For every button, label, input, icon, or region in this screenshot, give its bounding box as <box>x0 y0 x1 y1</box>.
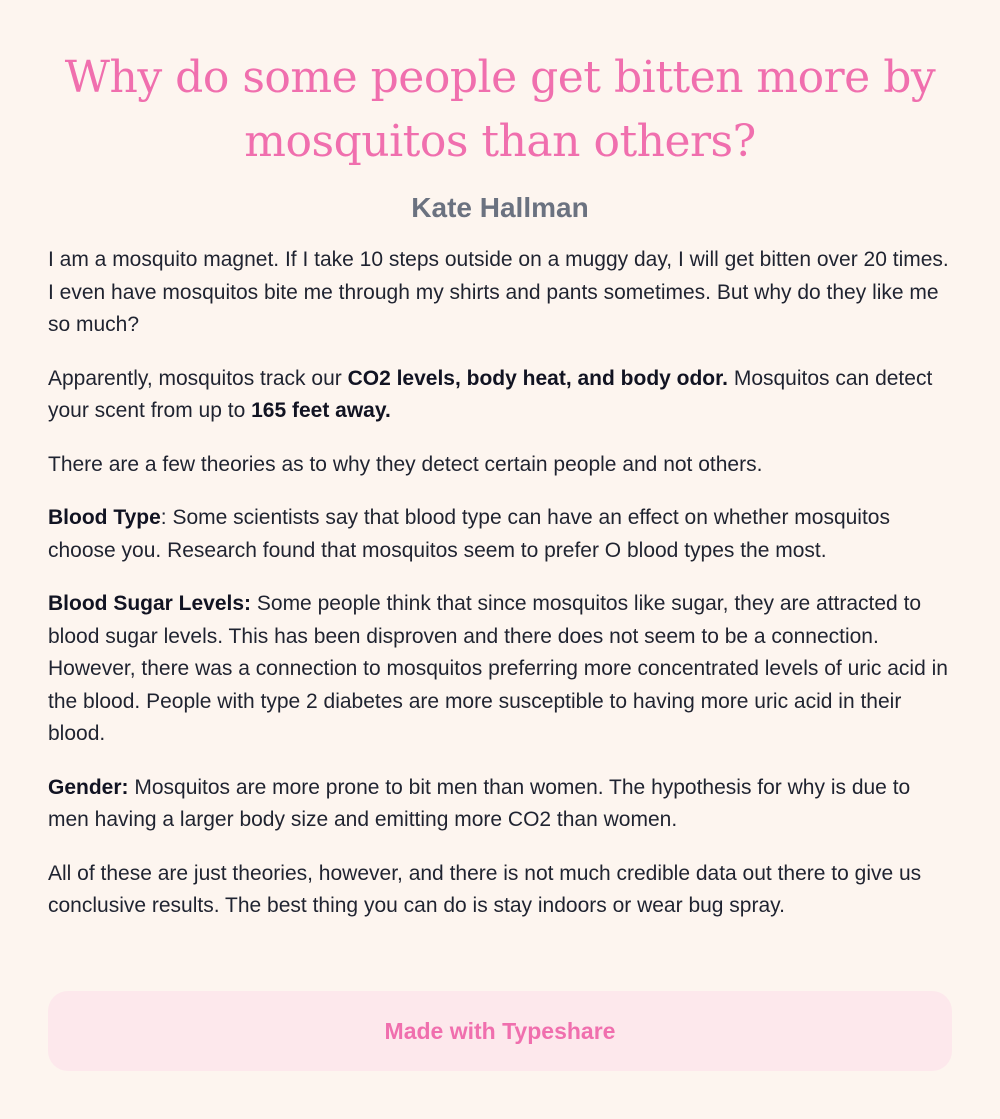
paragraph-blood-type <box>48 502 952 567</box>
article <box>48 46 952 944</box>
author-name: Kate Hallman <box>411 192 589 223</box>
footer-label: Made with Typeshare <box>384 1017 616 1044</box>
tracking-text-pre: Apparently, mosquitos track our <box>48 366 348 390</box>
paragraph-blood-sugar <box>48 588 952 751</box>
article-body <box>48 244 952 923</box>
blood-sugar-label: Blood Sugar Levels: <box>48 592 252 615</box>
tracking-text-mid: Mosquitos can detect your scent from up to <box>48 366 933 422</box>
paragraph-gender <box>48 772 952 837</box>
article-title: Why do some people get bitten more by mosquitos than others? <box>64 52 936 167</box>
tracking-bold-factors: CO2 levels, body heat, and body odor. <box>347 366 728 390</box>
gender-text: Mosquitos are more prone to bit men than women. The hypothesis for why is due to men having a larger body size and emitting more CO2 than women. <box>48 775 911 831</box>
paragraph-tracking <box>48 363 952 428</box>
blood-type-label: Blood Type <box>48 506 161 529</box>
tracking-bold-distance: 165 feet away. <box>251 399 391 422</box>
blood-sugar-text: Some people think that since mosquitos like sugar, they are attracted to blood sugar levels. This has been disproven and there does not seem to be a connection. However, there was a connection to mosquitos preferring more concentrated levels of uric acid in the blood. People with type 2 diabetes are more susceptible to having more uric acid in their blood. <box>48 592 948 745</box>
paragraph-conclusion: All of these are just theories, however, and there is not much credible data out there to give us conclusive results. The best thing you can do is stay indoors or wear bug spray. <box>48 861 922 917</box>
blood-type-text: : Some scientists say that blood type can have an effect on whether mosquitos choose you. Research found that mosquitos seem to prefer O blood types the most. <box>48 506 890 562</box>
gender-label: Gender: <box>48 775 129 799</box>
made-with-typeshare-link[interactable] <box>48 991 952 1071</box>
paragraph-theories: There are a few theories as to why they detect certain people and not others. <box>48 452 763 476</box>
paragraph-intro: I am a mosquito magnet. If I take 10 steps outside on a muggy day, I will get bitten over 20 times. I even have mosquitos bite me through my shirts and pants sometimes. But why do they like me so much? <box>48 248 949 336</box>
